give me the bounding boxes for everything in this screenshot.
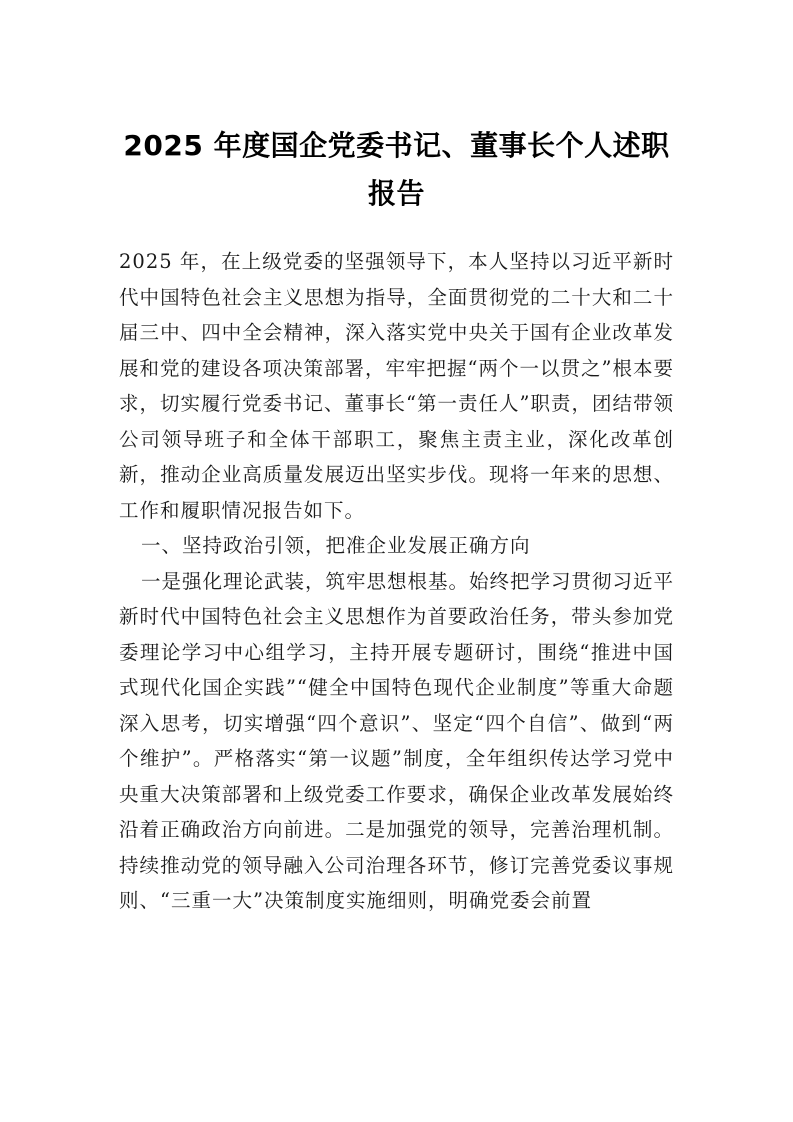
paragraph-section-1: 一是强化理论武装，筑牢思想根基。始终把学习贯彻习近平新时代中国特色社会主义思想作为首要政治任务，带头参加党委理论学习中心组学习，主持开展专题研讨，围绕“推进中国式现代化国企实践”“健全中国特色现代企业制度”等重大命题深入思考，切实增强“四个意识”、坚定“四个自信”、做到“两个维护”。严格落实“第一议题”制度，全年组织传达学习党中央重大决策部署和上级党委工作要求，确保企业改革发展始终沿着正确政治方向前进。二是加强党的领导，完善治理机制。持续推动党的领导融入公司治理各环节，修订完善党委议事规则、“三重一大”决策制度实施细则，明确党委会前置 [119, 569, 675, 912]
document-title: 2025 年度国企党委书记、董事长个人述职报告 [123, 129, 670, 210]
document-body [119, 244, 674, 919]
paragraph-intro: 2025 年，在上级党委的坚强领导下，本人坚持以习近平新时代中国特色社会主义思想为指导，全面贯彻党的二十大和二十届三中、四中全会精神，深入落实党中央关于国有企业改革发展和党的建设各项决策部署，牢牢把握“两个一以贯之”根本要求，切实履行党委书记、董事长“第一责任人”职责，团结带领公司领导班子和全体干部职工，聚焦主责主业，深化改革创新，推动企业高质量发展迈出坚实步伐。现将一年来的思想、工作和履职情况报告如下。 [119, 250, 674, 522]
section-heading-1: 一、坚持政治引领，把准企业发展正确方向 [141, 534, 531, 557]
